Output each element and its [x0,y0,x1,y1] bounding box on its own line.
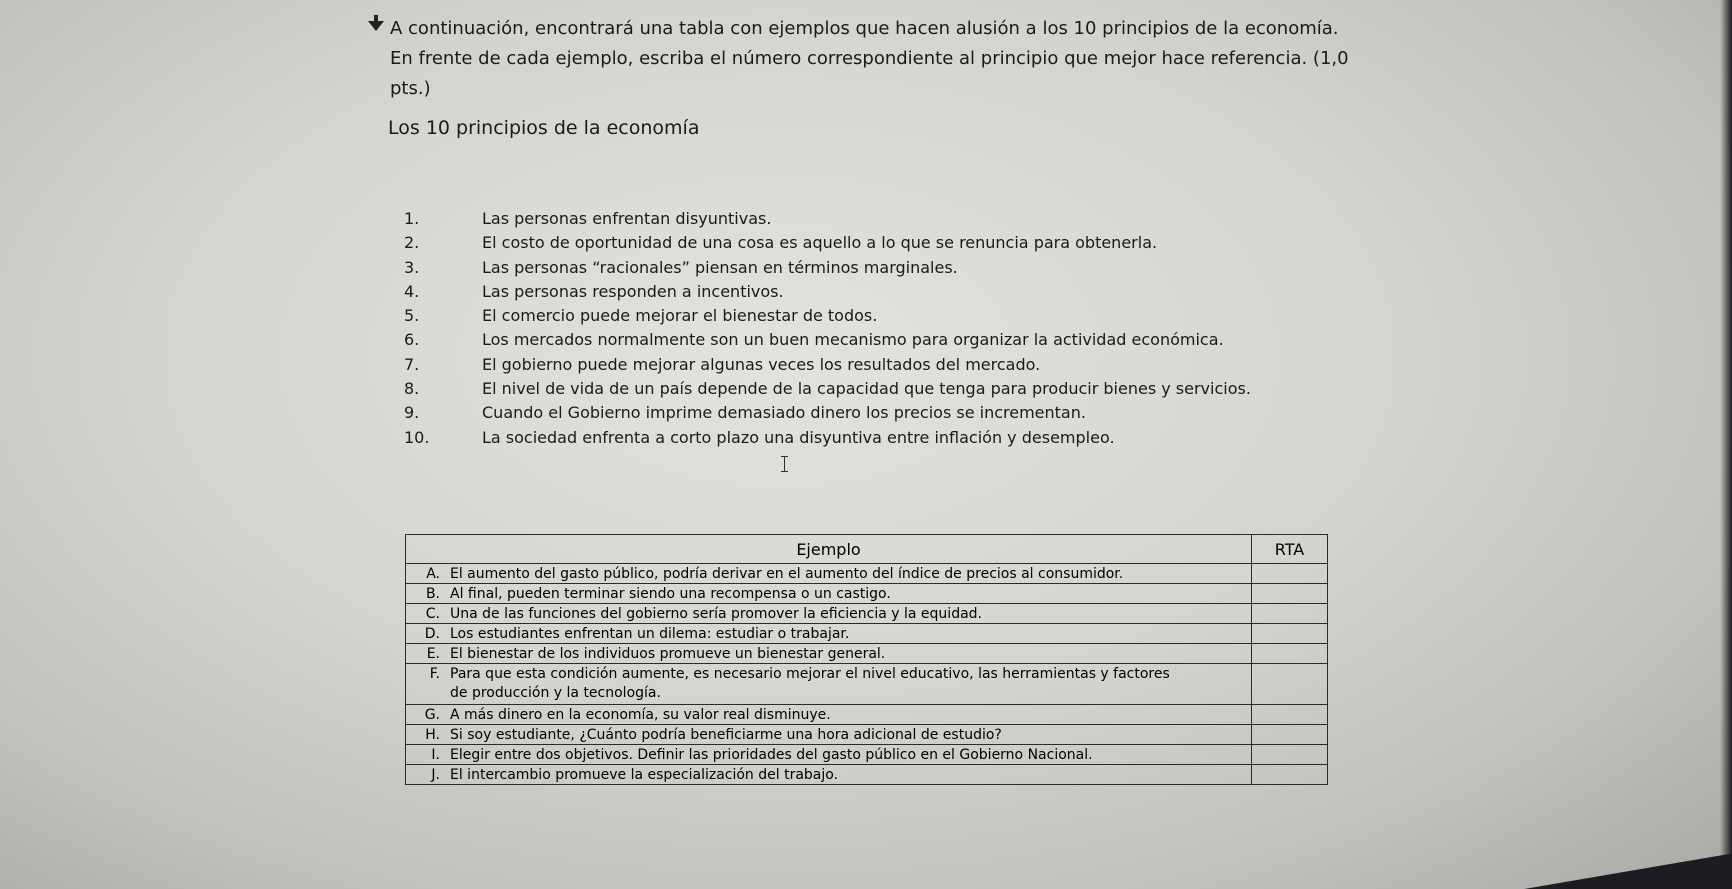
instruction-paragraph [390,14,1350,104]
principle-number: 1. [404,209,420,228]
principle-text: Las personas enfrentan disyuntivas. [482,209,772,228]
principles-heading: Los 10 principios de la economía [388,117,700,139]
example-text: Elegir entre dos objetivos. Definir las prioridades del gasto público en el Gobierno Nacional. [450,746,1093,763]
principle-number: 7. [404,354,420,374]
principle-text: El comercio puede mejorar el bienestar de todos. [482,306,878,326]
table-row [406,664,1328,705]
example-letter: J. [431,766,440,783]
header-example: Ejemplo [406,535,1252,564]
principle-text: El costo de oportunidad de una cosa es aquello a lo que se renuncia para obtenerla. [482,233,1158,253]
table-row [406,705,1328,725]
table-row [406,725,1328,745]
principle-item [404,428,1304,452]
example-cell [406,705,1252,725]
example-letter: C. [425,605,440,622]
principle-item [404,233,1304,257]
answer-cell[interactable] [1252,604,1328,624]
example-text: El intercambio promueve la especialización del trabajo. [450,766,839,783]
answer-cell[interactable] [1252,584,1328,604]
example-cell [406,725,1252,745]
example-text: A más dinero en la economía, su valor real disminuye. [450,706,831,723]
example-text: Si soy estudiante, ¿Cuánto podría beneficiarme una hora adicional de estudio? [450,726,1002,743]
example-letter: D. [424,625,440,642]
answer-cell[interactable] [1252,644,1328,664]
principle-number: 2. [404,233,420,253]
example-letter: H. [425,726,440,743]
example-cell [406,745,1252,765]
example-cell [406,584,1252,604]
principle-text: Las personas “racionales” piensan en términos marginales. [482,257,958,277]
arrow-down-bullet-icon [368,21,384,31]
table-row [406,584,1328,604]
answer-cell[interactable] [1252,705,1328,725]
example-cell [406,664,1252,705]
examples-table [405,534,1328,785]
principle-item [404,355,1304,379]
principles-list [404,209,1304,452]
example-text: El aumento del gasto público, podría derivar en el aumento del índice de precios al consumidor. [450,565,1124,582]
example-letter: B. [425,585,440,602]
principle-text: El gobierno puede mejorar algunas veces los resultados del mercado. [482,354,1041,374]
answer-cell[interactable] [1252,564,1328,584]
example-letter: E. [426,645,440,662]
principle-number: 9. [404,403,420,423]
answer-cell[interactable] [1252,624,1328,644]
principle-text: El nivel de vida de un país depende de la capacidad que tenga para producir bienes y servicios. [482,379,1251,399]
principle-item [404,403,1304,427]
instruction-text: A continuación, encontrará una tabla con ejemplos que hacen alusión a los 10 principios de la economía. En frente de cada ejemplo, escriba el número correspondiente al principio que mejor hace referencia. (1,0 pts.) [390,18,1349,99]
example-text: Los estudiantes enfrentan un dilema: estudiar o trabajar. [450,625,850,642]
example-letter: I. [431,746,440,763]
principle-text: Cuando el Gobierno imprime demasiado dinero los precios se incrementan. [482,403,1086,423]
example-cell [406,644,1252,664]
principle-number: 3. [404,257,420,277]
principle-text: Los mercados normalmente son un buen mecanismo para organizar la actividad económica. [482,330,1224,350]
principle-number: 4. [404,281,420,301]
answer-cell[interactable] [1252,745,1328,765]
principle-number: 6. [404,330,420,350]
answer-cell[interactable] [1252,664,1328,705]
principle-number: 10. [404,427,430,447]
table-header-row [406,535,1328,564]
example-cell [406,604,1252,624]
text-cursor-icon [784,456,785,472]
principle-item [404,209,1304,233]
example-letter: F. [429,666,440,682]
table-row [406,564,1328,584]
example-letter: G. [424,706,440,723]
example-cell [406,765,1252,785]
monitor-bezel [1720,0,1732,889]
example-cell [406,564,1252,584]
example-text: Para que esta condición aumente, es necesario mejorar el nivel educativo, las herramientas y factores de producción y la tecnología. [450,666,1170,701]
header-answer: RTA [1252,535,1328,564]
table-row [406,765,1328,785]
table-row [406,604,1328,624]
answer-cell[interactable] [1252,765,1328,785]
principle-item [404,330,1304,354]
table-row [406,644,1328,664]
table-row [406,624,1328,644]
principle-item [404,258,1304,282]
example-cell [406,624,1252,644]
principle-text: La sociedad enfrenta a corto plazo una disyuntiva entre inflación y desempleo. [482,427,1115,447]
example-letter: A. [426,565,440,582]
principle-item [404,306,1304,330]
principle-item [404,282,1304,306]
principle-number: 8. [404,379,420,399]
principle-text: Las personas responden a incentivos. [482,281,784,301]
example-text: El bienestar de los individuos promueve un bienestar general. [450,645,886,662]
principle-number: 5. [404,306,420,326]
principle-item [404,379,1304,403]
example-text: Una de las funciones del gobierno sería promover la eficiencia y la equidad. [450,605,982,622]
table-row [406,745,1328,765]
answer-cell[interactable] [1252,725,1328,745]
example-text: Al final, pueden terminar siendo una recompensa o un castigo. [450,585,891,602]
